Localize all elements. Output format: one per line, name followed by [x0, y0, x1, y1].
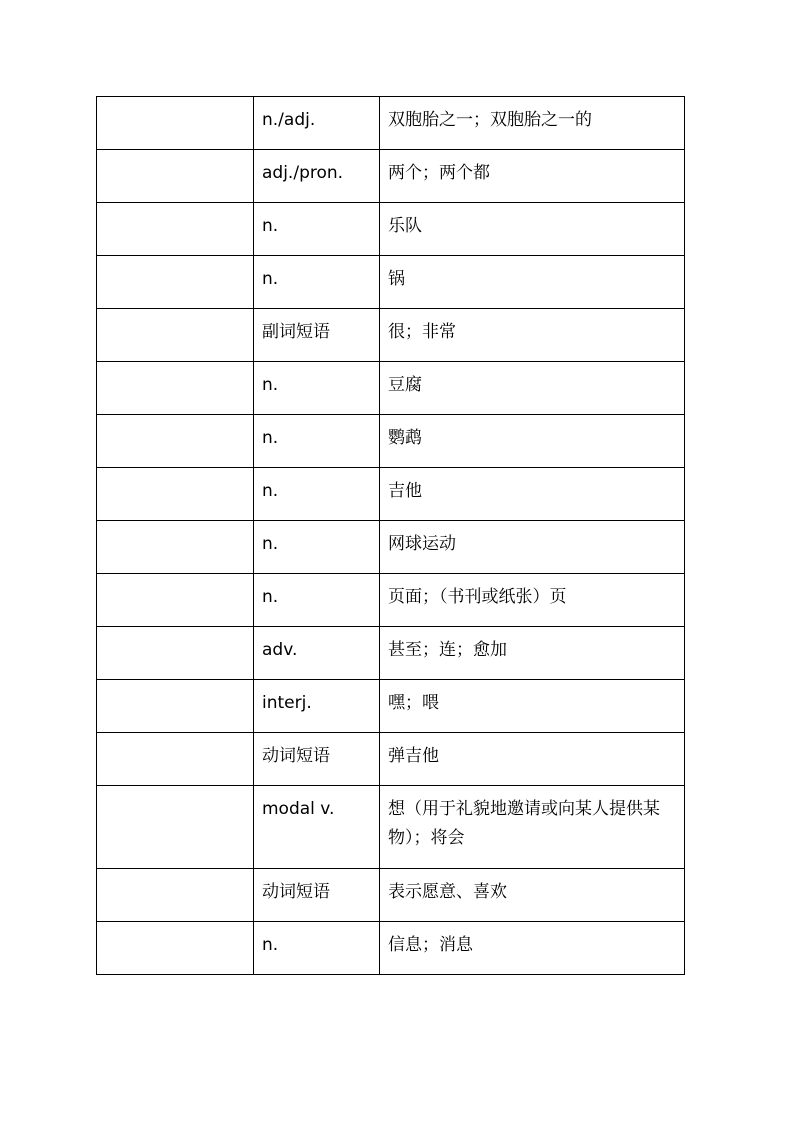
meaning-cell	[380, 733, 685, 786]
pos-cell	[254, 869, 380, 922]
meaning-text: 嘿；喂	[388, 693, 439, 713]
table-row	[97, 786, 685, 869]
table-row	[97, 415, 685, 468]
pos-cell	[254, 627, 380, 680]
meaning-text: 双胞胎之一；双胞胎之一的	[388, 110, 592, 130]
word-text	[105, 309, 245, 318]
part-of-speech: n.	[262, 587, 279, 607]
word-cell	[97, 869, 254, 922]
word-cell	[97, 415, 254, 468]
table-row	[97, 922, 685, 975]
word-text	[105, 922, 245, 931]
word-cell	[97, 922, 254, 975]
part-of-speech: n.	[262, 935, 279, 955]
meaning-cell	[380, 574, 685, 627]
pos-cell	[254, 97, 380, 150]
word-text	[105, 680, 245, 689]
table-row	[97, 362, 685, 415]
pos-cell	[254, 574, 380, 627]
table-row	[97, 256, 685, 309]
meaning-text: 想（用于礼貌地邀请或向某人提供某物）；将会	[388, 799, 660, 848]
word-cell	[97, 786, 254, 869]
part-of-speech: adv.	[262, 640, 298, 660]
meaning-cell	[380, 786, 685, 869]
meaning-text: 豆腐	[388, 375, 422, 395]
word-cell	[97, 521, 254, 574]
meaning-cell	[380, 203, 685, 256]
part-of-speech: 动词短语	[262, 882, 330, 902]
word-text	[105, 203, 245, 212]
meaning-text: 两个；两个都	[388, 163, 490, 183]
meaning-text: 页面；（书刊或纸张）页	[388, 587, 567, 607]
table-row	[97, 150, 685, 203]
meaning-text: 网球运动	[388, 534, 456, 554]
word-cell	[97, 362, 254, 415]
part-of-speech: n.	[262, 481, 279, 501]
table-row	[97, 574, 685, 627]
vocabulary-table	[96, 96, 685, 975]
table-row	[97, 869, 685, 922]
word-text	[105, 869, 245, 878]
meaning-cell	[380, 97, 685, 150]
meaning-text: 弹吉他	[388, 746, 439, 766]
meaning-cell	[380, 627, 685, 680]
table-row	[97, 521, 685, 574]
word-text	[105, 415, 245, 424]
word-cell	[97, 309, 254, 362]
word-text	[105, 574, 245, 583]
pos-cell	[254, 521, 380, 574]
part-of-speech: modal v.	[262, 799, 335, 819]
meaning-text: 信息；消息	[388, 935, 473, 955]
meaning-text: 甚至；连；愈加	[388, 640, 507, 660]
table-row	[97, 309, 685, 362]
word-text	[105, 521, 245, 530]
part-of-speech: n.	[262, 216, 279, 236]
pos-cell	[254, 733, 380, 786]
part-of-speech: 动词短语	[262, 746, 330, 766]
word-cell	[97, 574, 254, 627]
word-cell	[97, 733, 254, 786]
pos-cell	[254, 922, 380, 975]
word-text	[105, 786, 245, 795]
word-cell	[97, 256, 254, 309]
meaning-cell	[380, 150, 685, 203]
word-text	[105, 627, 245, 636]
part-of-speech: n.	[262, 428, 279, 448]
word-cell	[97, 627, 254, 680]
part-of-speech: n.	[262, 375, 279, 395]
part-of-speech: 副词短语	[262, 322, 330, 342]
part-of-speech: interj.	[262, 693, 312, 713]
word-text	[105, 733, 245, 742]
table-row	[97, 733, 685, 786]
word-cell	[97, 97, 254, 150]
word-cell	[97, 468, 254, 521]
part-of-speech: adj./pron.	[262, 163, 344, 183]
pos-cell	[254, 415, 380, 468]
meaning-cell	[380, 680, 685, 733]
table-row	[97, 468, 685, 521]
word-text	[105, 468, 245, 477]
table-row	[97, 97, 685, 150]
meaning-cell	[380, 256, 685, 309]
meaning-text: 表示愿意、喜欢	[388, 882, 507, 902]
pos-cell	[254, 680, 380, 733]
part-of-speech: n.	[262, 534, 279, 554]
pos-cell	[254, 150, 380, 203]
meaning-cell	[380, 309, 685, 362]
pos-cell	[254, 362, 380, 415]
meaning-text: 吉他	[388, 481, 422, 501]
meaning-cell	[380, 922, 685, 975]
pos-cell	[254, 309, 380, 362]
meaning-cell	[380, 415, 685, 468]
part-of-speech: n.	[262, 269, 279, 289]
word-cell	[97, 203, 254, 256]
meaning-cell	[380, 362, 685, 415]
meaning-cell	[380, 468, 685, 521]
table-row	[97, 203, 685, 256]
part-of-speech: n./adj.	[262, 110, 316, 130]
word-text	[105, 97, 245, 106]
pos-cell	[254, 786, 380, 869]
word-text	[105, 150, 245, 159]
table-row	[97, 680, 685, 733]
word-cell	[97, 680, 254, 733]
meaning-text: 鹦鹉	[388, 428, 422, 448]
meaning-text: 乐队	[388, 216, 422, 236]
meaning-cell	[380, 869, 685, 922]
pos-cell	[254, 256, 380, 309]
word-cell	[97, 150, 254, 203]
table-row	[97, 627, 685, 680]
meaning-cell	[380, 521, 685, 574]
meaning-text: 锅	[388, 269, 405, 289]
word-text	[105, 256, 245, 265]
pos-cell	[254, 203, 380, 256]
word-text	[105, 362, 245, 371]
pos-cell	[254, 468, 380, 521]
meaning-text: 很；非常	[388, 322, 456, 342]
